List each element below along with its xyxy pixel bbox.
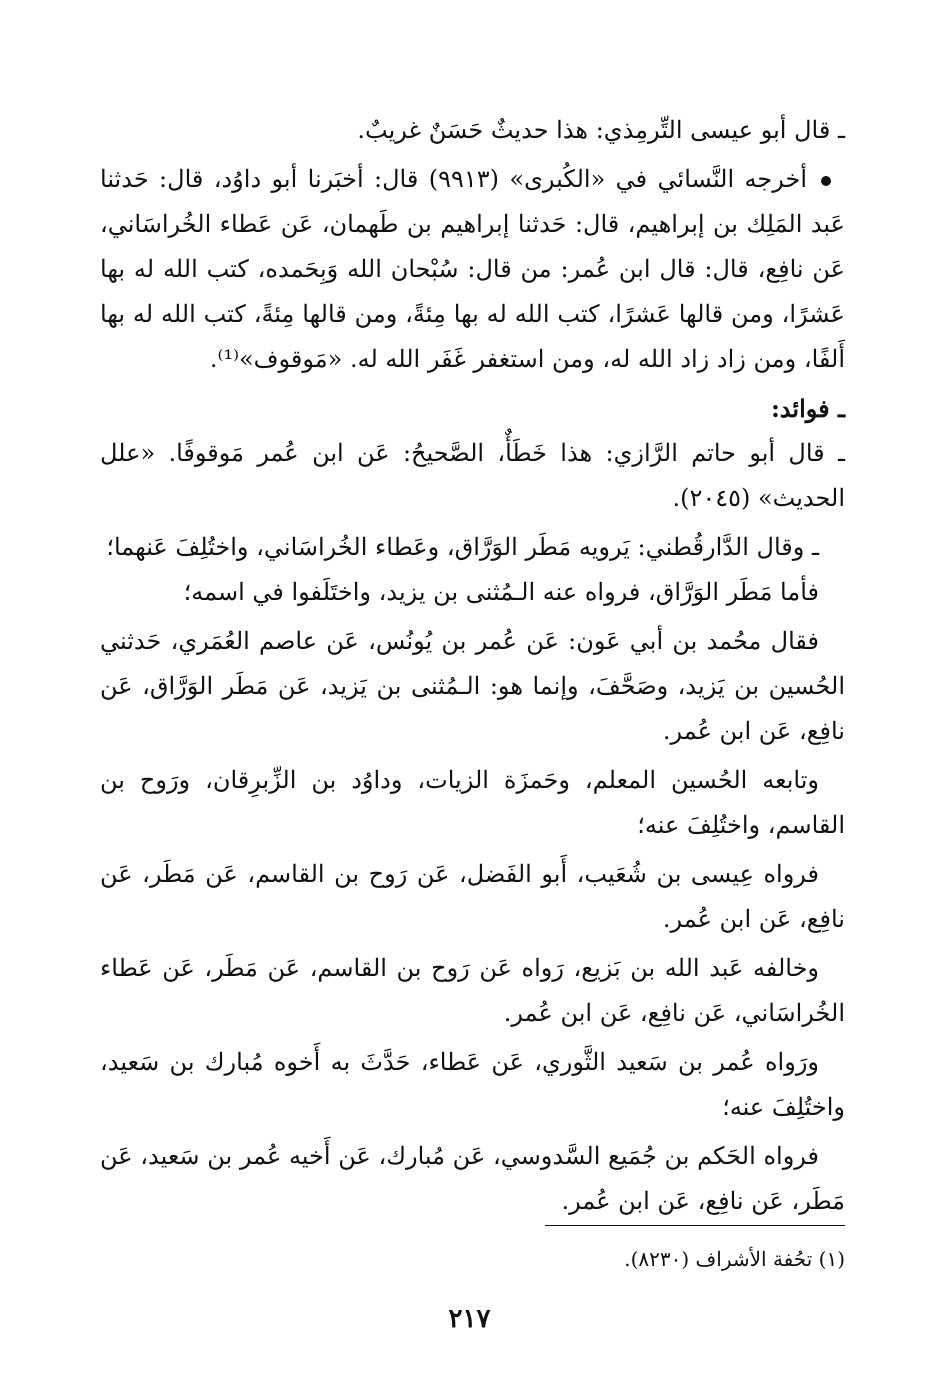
page-number: ٢١٧ (448, 1304, 491, 1334)
matar-warraq-paragraph: فأما مَطَر الوَرَّاق، فرواه عنه الـمُثنى بن يزيد، واختَلَفوا في اسمه؛ (183, 578, 819, 606)
muhammad-abi-awn-paragraph: فقال محُمد بن أبي عَون: عَن عُمر بن يُونُس، عَن عاصم العُمَري، حَدثني الحُسين بن يَزيد، وصَحَّفَ، وإنما هو: الـمُثنى بن يَزيد، عَن مَطَر الوَرَّاق، عَن نافِع، عَن ابن عُمر. (100, 627, 845, 745)
bullet-icon (821, 176, 831, 186)
abu-hatim-note: ـ قال أبو حاتم الرَّازي: هذا خَطَأٌ، الصَّحيحُ: عَن ابن عُمر مَوقوفًا. «علل الحديث» (٢٠٤٥). (100, 439, 845, 512)
isa-shuayb-paragraph: فرواه عِيسى بن شُعَيب، أَبو الفَضل، عَن رَوح بن القاسم، عَن مَطَر، عَن نافِع، عَن ابن عُمر. (100, 860, 845, 933)
footnote: (١) تحُفة الأشراف (٨٢٣٠). (624, 1247, 845, 1271)
footnote-divider (545, 1225, 845, 1226)
page-body (100, 108, 845, 1224)
umar-said-paragraph: ورَواه عُمر بن سَعيد الثَّوري، عَن عَطاء، حَدَّثَ به أَخوه مُبارك بن سَعيد، واختُلِفَ عنه؛ (100, 1048, 845, 1121)
abdullah-bazi-paragraph: وخالفه عَبد الله بن بَزيع، رَواه عَن رَوح بن القاسم، عَن مَطَر، عَن عَطاء الخُراسَاني، عَن نافِع، عَن ابن عُمر. (100, 954, 845, 1027)
hakam-jumay-paragraph: فرواه الحَكم بن جُمَيع السَّدوسي، عَن مُبارك، عَن أَخيه عُمر بن سَعيد، عَن مَطَر، عَن نافِع، عَن ابن عُمر. (100, 1142, 845, 1215)
tirmidhi-verdict: ـ قال أبو عيسى التِّرمِذي: هذا حديثٌ حَسَنٌ غريبٌ. (357, 116, 845, 144)
husain-muallim-paragraph: وتابعه الحُسين المعلم، وحَمزَة الزيات، وداوُد بن الزِّبرِقان، ورَوح بن القاسم، واختُلِفَ عنه؛ (100, 766, 845, 839)
nasai-hadith-text: أخرجه النَّسائي في «الكُبرى» (٩٩١٣) قال: أخبَرنا أبو داوُد، قال: حَدثنا عَبد المَلِك بن إبراهيم، قال: حَدثنا إبراهيم بن طَهمان، عَن عَطاء الخُراسَاني، عَن نافِع، قال: قال ابن عُمر: من قال: سُبْحان الله وَبِحَمده، كتب الله له بها عَشرًا، ومن قالها عَشرًا، كتب الله له بها مِئةً، ومن قالها مِئةً، كتب الله له بها أَلفًا، ومن زاد زاد الله له، ومن استغفر غَفَر الله له. «مَوقوف»⁽¹⁾. (100, 165, 845, 373)
nasai-hadith-paragraph (100, 157, 845, 382)
benefits-heading: ـ فوائد: (770, 394, 845, 423)
daraqutni-note: ـ وقال الدَّارقُطني: يَرويه مَطَر الوَرَّاق، وعَطاء الخُراسَاني، واختُلِفَ عَنهما؛ (106, 533, 819, 561)
